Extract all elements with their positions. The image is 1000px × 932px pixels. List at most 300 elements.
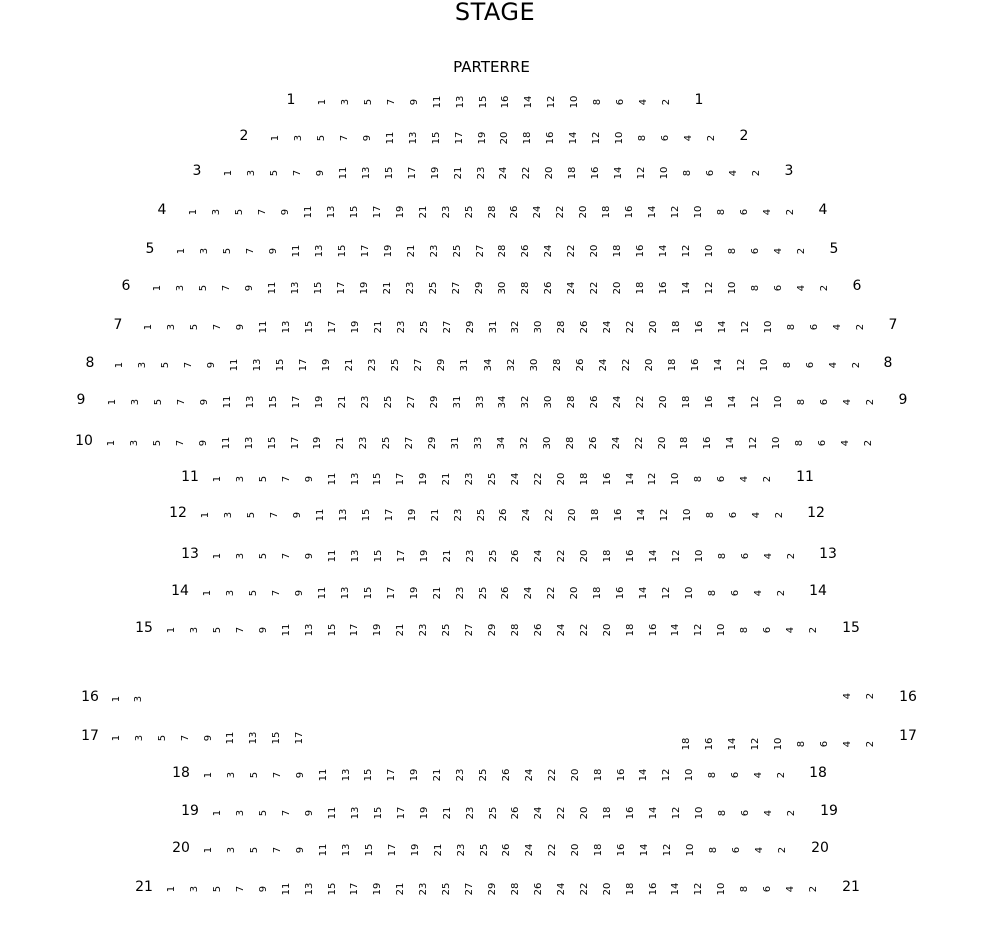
seat[interactable]: 24 <box>521 508 533 522</box>
seat[interactable]: 14 <box>638 586 650 600</box>
seat[interactable]: 23 <box>452 508 464 522</box>
seat[interactable]: 24 <box>498 166 510 180</box>
seat[interactable]: 26 <box>500 768 512 782</box>
seat[interactable]: 6 <box>762 885 774 893</box>
seat[interactable]: 20 <box>601 623 613 637</box>
seat[interactable]: 19 <box>359 281 370 295</box>
seat[interactable]: 24 <box>523 586 535 600</box>
seat[interactable]: 14 <box>568 131 580 145</box>
seat[interactable]: 22 <box>566 244 578 258</box>
seat[interactable]: 1 <box>203 771 214 779</box>
seat[interactable]: 2 <box>865 740 876 748</box>
seat[interactable]: 20 <box>648 320 660 334</box>
seat[interactable]: 2 <box>661 98 672 106</box>
seat[interactable]: 22 <box>620 358 632 372</box>
seat[interactable]: 3 <box>128 439 140 447</box>
seat[interactable]: 4 <box>762 208 774 216</box>
seat[interactable]: 26 <box>589 395 601 409</box>
seat[interactable]: 11 <box>326 472 338 486</box>
seat[interactable]: 13 <box>337 508 349 522</box>
seat[interactable]: 17 <box>349 623 361 637</box>
seat[interactable]: 25 <box>428 281 439 295</box>
seat[interactable]: 10 <box>693 205 705 219</box>
seat[interactable]: 17 <box>359 244 371 258</box>
seat[interactable]: 29 <box>464 320 476 334</box>
seat[interactable]: 17 <box>453 131 465 145</box>
seat[interactable]: 8 <box>786 323 798 331</box>
seat[interactable]: 23 <box>428 244 440 258</box>
seat[interactable]: 19 <box>418 549 430 563</box>
seat[interactable]: 13 <box>303 623 315 637</box>
seat[interactable]: 15 <box>372 549 384 563</box>
seat[interactable]: 6 <box>716 475 728 483</box>
seat[interactable]: 24 <box>566 281 577 295</box>
seat[interactable]: 14 <box>639 843 651 857</box>
seat[interactable]: 7 <box>183 361 195 369</box>
seat[interactable]: 10 <box>704 244 716 258</box>
seat[interactable]: 19 <box>476 131 488 145</box>
seat[interactable]: 21 <box>417 205 429 219</box>
seat[interactable]: 10 <box>773 395 785 409</box>
seat[interactable]: 22 <box>555 205 567 219</box>
seat[interactable]: 10 <box>758 358 770 372</box>
seat[interactable]: 25 <box>441 882 453 896</box>
seat[interactable]: 22 <box>521 166 533 180</box>
seat[interactable]: 4 <box>832 323 844 331</box>
seat[interactable]: 13 <box>349 806 361 820</box>
seat[interactable]: 11 <box>267 281 278 295</box>
seat[interactable]: 34 <box>497 395 509 409</box>
seat[interactable]: 7 <box>291 169 303 177</box>
seat[interactable]: 30 <box>497 281 508 295</box>
seat[interactable]: 17 <box>371 205 383 219</box>
seat[interactable]: 13 <box>243 436 255 450</box>
seat[interactable]: 7 <box>338 134 350 142</box>
seat[interactable]: 3 <box>129 398 141 406</box>
seat[interactable]: 27 <box>474 244 486 258</box>
seat[interactable]: 6 <box>730 771 742 779</box>
seat[interactable]: 21 <box>441 472 453 486</box>
seat[interactable]: 16 <box>689 358 701 372</box>
seat[interactable]: 26 <box>532 882 544 896</box>
seat[interactable]: 12 <box>671 806 683 820</box>
seat[interactable]: 11 <box>326 549 338 563</box>
seat[interactable]: 17 <box>383 508 395 522</box>
seat[interactable]: 14 <box>523 95 535 109</box>
seat[interactable]: 18 <box>578 472 590 486</box>
seat[interactable]: 5 <box>151 439 163 447</box>
seat[interactable]: 18 <box>590 508 602 522</box>
seat[interactable]: 20 <box>601 882 613 896</box>
seat[interactable]: 20 <box>658 395 670 409</box>
seat[interactable]: 28 <box>566 395 578 409</box>
seat[interactable]: 16 <box>647 623 659 637</box>
seat[interactable]: 12 <box>748 436 760 450</box>
seat[interactable]: 25 <box>478 768 490 782</box>
seat[interactable]: 9 <box>202 734 214 742</box>
seat[interactable]: 18 <box>681 737 692 751</box>
seat[interactable]: 11 <box>326 806 338 820</box>
seat[interactable]: 23 <box>358 436 370 450</box>
seat[interactable]: 16 <box>704 395 716 409</box>
seat[interactable]: 16 <box>616 843 628 857</box>
seat[interactable]: 4 <box>753 771 765 779</box>
seat[interactable]: 1 <box>270 134 281 142</box>
seat[interactable]: 24 <box>509 472 521 486</box>
seat[interactable]: 19 <box>312 436 324 450</box>
seat[interactable]: 25 <box>463 205 475 219</box>
seat[interactable]: 3 <box>339 98 351 106</box>
seat[interactable]: 2 <box>865 398 876 406</box>
seat[interactable]: 9 <box>244 284 255 292</box>
seat[interactable]: 9 <box>198 398 210 406</box>
seat[interactable]: 9 <box>303 552 315 560</box>
seat[interactable]: 20 <box>499 131 511 145</box>
seat[interactable]: 3 <box>175 284 186 292</box>
seat[interactable]: 14 <box>648 549 660 563</box>
seat[interactable]: 14 <box>636 508 648 522</box>
seat[interactable]: 7 <box>234 626 246 634</box>
seat[interactable]: 8 <box>739 626 751 634</box>
seat[interactable]: 16 <box>702 436 714 450</box>
seat[interactable]: 1 <box>203 846 214 854</box>
seat[interactable]: 15 <box>362 586 374 600</box>
seat[interactable]: 17 <box>326 320 338 334</box>
seat[interactable]: 16 <box>694 320 706 334</box>
seat[interactable]: 9 <box>206 361 218 369</box>
seat[interactable]: 16 <box>615 586 627 600</box>
seat[interactable]: 19 <box>372 882 384 896</box>
seat[interactable]: 11 <box>280 623 292 637</box>
seat[interactable]: 5 <box>211 885 223 893</box>
seat[interactable]: 4 <box>827 361 839 369</box>
seat[interactable]: 13 <box>280 320 292 334</box>
seat[interactable]: 4 <box>785 885 797 893</box>
seat[interactable]: 32 <box>510 320 522 334</box>
seat[interactable]: 19 <box>418 806 430 820</box>
seat[interactable]: 5 <box>315 134 327 142</box>
seat[interactable]: 16 <box>615 768 627 782</box>
seat[interactable]: 5 <box>211 626 223 634</box>
seat[interactable]: 28 <box>486 205 498 219</box>
seat[interactable]: 13 <box>303 882 315 896</box>
seat[interactable]: 8 <box>796 398 808 406</box>
seat[interactable]: 10 <box>716 882 728 896</box>
seat[interactable]: 21 <box>395 882 407 896</box>
seat[interactable]: 15 <box>267 395 279 409</box>
seat[interactable]: 15 <box>326 882 338 896</box>
seat[interactable]: 15 <box>275 358 287 372</box>
seat[interactable]: 22 <box>633 436 645 450</box>
seat[interactable]: 8 <box>727 247 739 255</box>
seat[interactable]: 1 <box>200 511 211 519</box>
seat[interactable]: 7 <box>271 771 283 779</box>
seat[interactable]: 20 <box>643 358 655 372</box>
seat[interactable]: 25 <box>478 843 490 857</box>
seat[interactable]: 9 <box>314 169 326 177</box>
seat[interactable]: 16 <box>647 882 659 896</box>
seat[interactable]: 2 <box>774 511 785 519</box>
seat[interactable]: 24 <box>533 549 545 563</box>
seat[interactable]: 15 <box>303 320 315 334</box>
seat[interactable]: 7 <box>175 398 187 406</box>
seat[interactable]: 19 <box>313 395 325 409</box>
seat[interactable]: 3 <box>234 809 246 817</box>
seat[interactable]: 17 <box>386 843 398 857</box>
seat[interactable]: 3 <box>234 475 246 483</box>
seat[interactable]: 6 <box>731 846 743 854</box>
seat[interactable]: 22 <box>546 768 558 782</box>
seat[interactable]: 2 <box>706 134 717 142</box>
seat[interactable]: 10 <box>670 472 682 486</box>
seat[interactable]: 14 <box>670 623 682 637</box>
seat[interactable]: 17 <box>395 549 407 563</box>
seat[interactable]: 34 <box>495 436 507 450</box>
seat[interactable]: 6 <box>740 552 752 560</box>
seat[interactable]: 14 <box>681 281 692 295</box>
seat[interactable]: 31 <box>451 395 463 409</box>
seat[interactable]: 3 <box>188 626 200 634</box>
seat[interactable]: 13 <box>290 281 301 295</box>
seat[interactable]: 14 <box>648 806 660 820</box>
seat[interactable]: 12 <box>693 882 705 896</box>
seat[interactable]: 12 <box>693 623 705 637</box>
seat[interactable]: 7 <box>280 475 292 483</box>
seat[interactable]: 5 <box>257 809 269 817</box>
seat[interactable]: 27 <box>405 395 417 409</box>
seat[interactable]: 14 <box>670 882 682 896</box>
seat[interactable]: 22 <box>589 281 600 295</box>
seat[interactable]: 8 <box>750 284 761 292</box>
seat[interactable]: 2 <box>855 323 866 331</box>
seat[interactable]: 27 <box>413 358 425 372</box>
seat[interactable]: 9 <box>234 323 246 331</box>
seat[interactable]: 4 <box>840 439 852 447</box>
seat[interactable]: 7 <box>385 98 397 106</box>
seat[interactable]: 13 <box>340 843 352 857</box>
seat[interactable]: 7 <box>174 439 186 447</box>
seat[interactable]: 19 <box>409 843 421 857</box>
seat[interactable]: 4 <box>753 589 765 597</box>
seat[interactable]: 29 <box>427 436 439 450</box>
seat[interactable]: 12 <box>659 508 671 522</box>
seat[interactable]: 2 <box>762 475 773 483</box>
seat[interactable]: 9 <box>361 134 373 142</box>
seat[interactable]: 24 <box>612 395 624 409</box>
seat[interactable]: 11 <box>317 768 329 782</box>
seat[interactable]: 12 <box>661 768 673 782</box>
seat[interactable]: 32 <box>518 436 530 450</box>
seat[interactable]: 21 <box>431 586 443 600</box>
seat[interactable]: 4 <box>796 284 807 292</box>
seat[interactable]: 9 <box>294 846 306 854</box>
seat[interactable]: 16 <box>500 95 512 109</box>
seat[interactable]: 10 <box>682 508 694 522</box>
seat[interactable]: 16 <box>658 281 669 295</box>
seat[interactable]: 12 <box>546 95 558 109</box>
seat[interactable]: 33 <box>474 395 486 409</box>
seat[interactable]: 13 <box>360 166 372 180</box>
seat[interactable]: 22 <box>547 843 559 857</box>
seat[interactable]: 17 <box>395 806 407 820</box>
seat[interactable]: 17 <box>349 882 361 896</box>
seat[interactable]: 32 <box>505 358 517 372</box>
seat[interactable]: 2 <box>786 552 797 560</box>
seat[interactable]: 18 <box>624 623 636 637</box>
seat[interactable]: 26 <box>579 320 591 334</box>
seat[interactable]: 7 <box>280 809 292 817</box>
seat[interactable]: 11 <box>225 731 237 745</box>
seat[interactable]: 4 <box>754 846 766 854</box>
seat[interactable]: 10 <box>685 843 697 857</box>
seat[interactable]: 27 <box>464 882 476 896</box>
seat[interactable]: 20 <box>544 166 556 180</box>
seat[interactable]: 4 <box>842 740 853 748</box>
seat[interactable]: 24 <box>533 806 545 820</box>
seat[interactable]: 26 <box>510 549 522 563</box>
seat[interactable]: 1 <box>212 809 223 817</box>
seat[interactable]: 8 <box>796 740 807 748</box>
seat[interactable]: 13 <box>407 131 419 145</box>
seat[interactable]: 9 <box>293 589 305 597</box>
seat[interactable]: 15 <box>477 95 489 109</box>
seat[interactable]: 16 <box>590 166 602 180</box>
seat[interactable]: 13 <box>325 205 337 219</box>
seat[interactable]: 28 <box>551 358 563 372</box>
seat[interactable]: 3 <box>210 208 222 216</box>
seat[interactable]: 28 <box>497 244 509 258</box>
seat[interactable]: 11 <box>431 95 443 109</box>
seat[interactable]: 21 <box>452 166 464 180</box>
seat[interactable]: 5 <box>257 552 269 560</box>
seat[interactable]: 4 <box>638 98 650 106</box>
seat[interactable]: 20 <box>567 508 579 522</box>
seat[interactable]: 10 <box>727 281 738 295</box>
seat[interactable]: 5 <box>257 475 269 483</box>
seat[interactable]: 6 <box>739 208 751 216</box>
seat[interactable]: 20 <box>579 549 591 563</box>
seat[interactable]: 15 <box>430 131 442 145</box>
seat[interactable]: 3 <box>137 361 149 369</box>
seat[interactable]: 3 <box>198 247 210 255</box>
seat[interactable]: 5 <box>156 734 168 742</box>
seat[interactable]: 24 <box>602 320 614 334</box>
seat[interactable]: 5 <box>198 284 209 292</box>
seat[interactable]: 4 <box>773 247 785 255</box>
seat[interactable]: 31 <box>459 358 471 372</box>
seat[interactable]: 9 <box>303 809 315 817</box>
seat[interactable]: 20 <box>578 205 590 219</box>
seat[interactable]: 18 <box>666 358 678 372</box>
seat[interactable]: 14 <box>727 737 738 751</box>
seat[interactable]: 26 <box>520 244 532 258</box>
seat[interactable]: 5 <box>268 169 280 177</box>
seat[interactable]: 23 <box>418 623 430 637</box>
seat[interactable]: 15 <box>372 472 384 486</box>
seat[interactable]: 27 <box>404 436 416 450</box>
seat[interactable]: 12 <box>704 281 715 295</box>
seat[interactable]: 15 <box>363 768 375 782</box>
seat[interactable]: 23 <box>464 472 476 486</box>
seat[interactable]: 11 <box>314 508 326 522</box>
seat[interactable]: 7 <box>221 284 232 292</box>
seat[interactable]: 16 <box>545 131 557 145</box>
seat[interactable]: 18 <box>602 549 614 563</box>
seat[interactable]: 17 <box>289 436 301 450</box>
seat[interactable]: 13 <box>313 244 325 258</box>
seat[interactable]: 16 <box>625 549 637 563</box>
seat[interactable]: 5 <box>160 361 172 369</box>
seat[interactable]: 34 <box>482 358 494 372</box>
seat[interactable]: 10 <box>614 131 626 145</box>
seat[interactable]: 5 <box>152 398 164 406</box>
seat[interactable]: 22 <box>556 806 568 820</box>
seat[interactable]: 12 <box>661 586 673 600</box>
seat[interactable]: 12 <box>671 549 683 563</box>
seat[interactable]: 10 <box>694 806 706 820</box>
seat[interactable]: 13 <box>244 395 256 409</box>
seat[interactable]: 18 <box>592 768 604 782</box>
seat[interactable]: 20 <box>570 843 582 857</box>
seat[interactable]: 7 <box>271 846 283 854</box>
seat[interactable]: 29 <box>474 281 485 295</box>
seat[interactable]: 20 <box>589 244 601 258</box>
seat[interactable]: 17 <box>336 281 347 295</box>
seat[interactable]: 28 <box>556 320 568 334</box>
seat[interactable]: 25 <box>487 549 499 563</box>
seat[interactable]: 6 <box>730 589 742 597</box>
seat[interactable]: 12 <box>591 131 603 145</box>
seat[interactable]: 15 <box>360 508 372 522</box>
seat[interactable]: 3 <box>222 511 234 519</box>
seat[interactable]: 9 <box>279 208 291 216</box>
seat[interactable]: 14 <box>658 244 670 258</box>
seat[interactable]: 23 <box>454 586 466 600</box>
seat[interactable]: 25 <box>487 806 499 820</box>
seat[interactable]: 10 <box>763 320 775 334</box>
seat[interactable]: 3 <box>234 552 246 560</box>
seat[interactable]: 15 <box>372 806 384 820</box>
seat[interactable]: 6 <box>804 361 816 369</box>
seat[interactable]: 2 <box>796 247 807 255</box>
seat[interactable]: 22 <box>578 623 590 637</box>
seat[interactable]: 22 <box>556 549 568 563</box>
seat[interactable]: 5 <box>245 511 257 519</box>
seat[interactable]: 30 <box>528 358 540 372</box>
seat[interactable]: 16 <box>635 244 647 258</box>
seat[interactable]: 19 <box>349 320 361 334</box>
seat[interactable]: 6 <box>740 809 752 817</box>
seat[interactable]: 17 <box>406 166 418 180</box>
seat[interactable]: 23 <box>440 205 452 219</box>
seat[interactable]: 25 <box>487 472 498 486</box>
seat[interactable]: 18 <box>624 882 636 896</box>
seat[interactable]: 19 <box>408 586 420 600</box>
seat[interactable]: 21 <box>441 806 453 820</box>
seat[interactable]: 6 <box>809 323 821 331</box>
seat[interactable]: 1 <box>111 695 122 703</box>
seat[interactable]: 27 <box>441 320 453 334</box>
seat[interactable]: 26 <box>501 843 513 857</box>
seat[interactable]: 9 <box>257 885 269 893</box>
seat[interactable]: 13 <box>252 358 264 372</box>
seat[interactable]: 24 <box>555 882 567 896</box>
seat[interactable]: 13 <box>339 586 351 600</box>
seat[interactable]: 22 <box>544 508 556 522</box>
seat[interactable]: 8 <box>682 169 694 177</box>
seat[interactable]: 20 <box>579 806 591 820</box>
seat[interactable]: 28 <box>520 281 531 295</box>
